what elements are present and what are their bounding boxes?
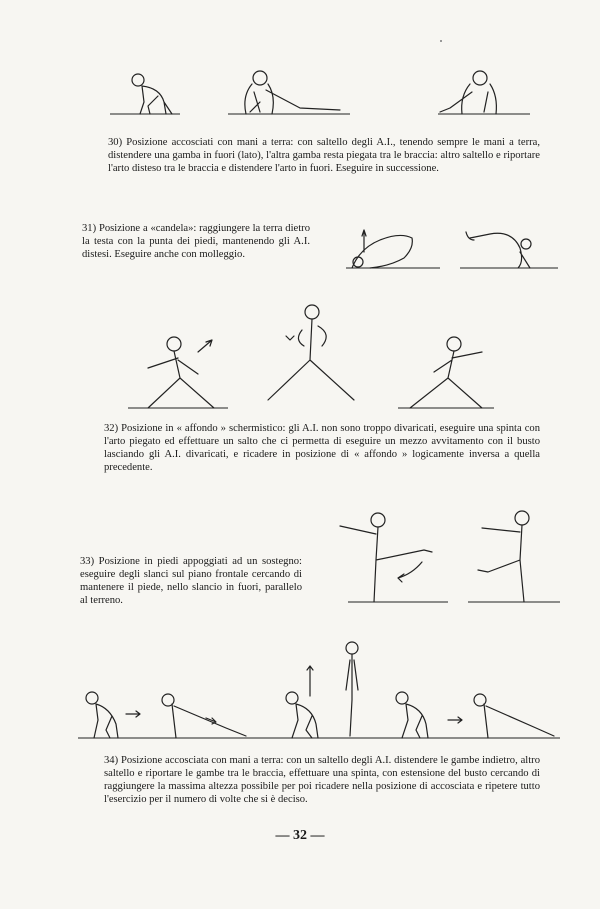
- figure-34-plank-again: [474, 694, 554, 738]
- exercise-33-text: 33) Posizione in piedi appoggiati ad un sostegno: eseguire degli slanci sul piano frontale cercando di mantenere il piede, nello slancio in fuori, parallelo al terreno.: [80, 556, 302, 606]
- figure-34-crouch: [86, 692, 140, 738]
- figure-30-crouch: [110, 74, 180, 114]
- page-number: — 32 —: [275, 828, 325, 843]
- figure-33-swing-side: [340, 513, 448, 602]
- figure-exercise-30: [100, 62, 560, 124]
- figure-32-lunge-start: [128, 337, 228, 408]
- figure-32-lunge-inverse: [398, 337, 494, 408]
- figure-34-jump: [346, 642, 358, 736]
- figure-31-candle-feet-down: [460, 232, 558, 268]
- exercise-30-text: 30) Posizione accosciati con mani a terra: con saltello degli A.I., tenendo sempre le mani a terra, distendere una gamba in fuori (lato), l'altra gamba resta piegata tra le braccia: altro saltello e riportare l'arto disteso tra le braccia e distendere l'arto in fuori. Eseguire in successione.: [108, 137, 540, 174]
- figure-exercise-33: [328, 498, 564, 610]
- figure-33-swing-front: [468, 511, 560, 602]
- figure-31-candle-start: [346, 230, 440, 268]
- figure-32-jump-twist: [268, 305, 354, 400]
- figure-30-other-side: [438, 71, 530, 114]
- figure-exercise-32: [118, 300, 498, 416]
- figure-34-crouch-return: [286, 666, 318, 738]
- figure-34-landing: [396, 692, 462, 738]
- figure-34-plank: [162, 694, 246, 738]
- figure-exercise-34: [76, 640, 562, 748]
- figure-30-leg-extended: [228, 71, 350, 114]
- print-speck: [440, 40, 442, 42]
- exercise-32-text: 32) Posizione in « affondo » schermistico: gli A.I. non sono troppo divaricati, eseguire una spinta con l'arto piegato ed effettuare un salto che ci permetta di eseguire un mezzo avvitamento con il busto lasciando gli A.I. divaricati, e ricadere in posizione di « affondo » logicamente inversa a quella precedente.: [104, 423, 540, 473]
- exercise-34-text: 34) Posizione accosciata con mani a terra: con un saltello degli A.I. distendere le gambe indietro, altro saltello e riportare le gambe tra le braccia, effettuare una spinta, con estensione del busto cercando di raggiungere la massima altezza possibile per poi ricadere nella posizione di accosciata e ripetere tutto l'esercizio per il numero di volte che si è deciso.: [104, 755, 540, 805]
- figure-exercise-31: [340, 218, 570, 278]
- exercise-31-text: 31) Posizione a «candela»: raggiungere la terra dietro la testa con la punta dei piedi, mantenendo gli A.I. distesi. Eseguire anche con molleggio.: [82, 223, 310, 260]
